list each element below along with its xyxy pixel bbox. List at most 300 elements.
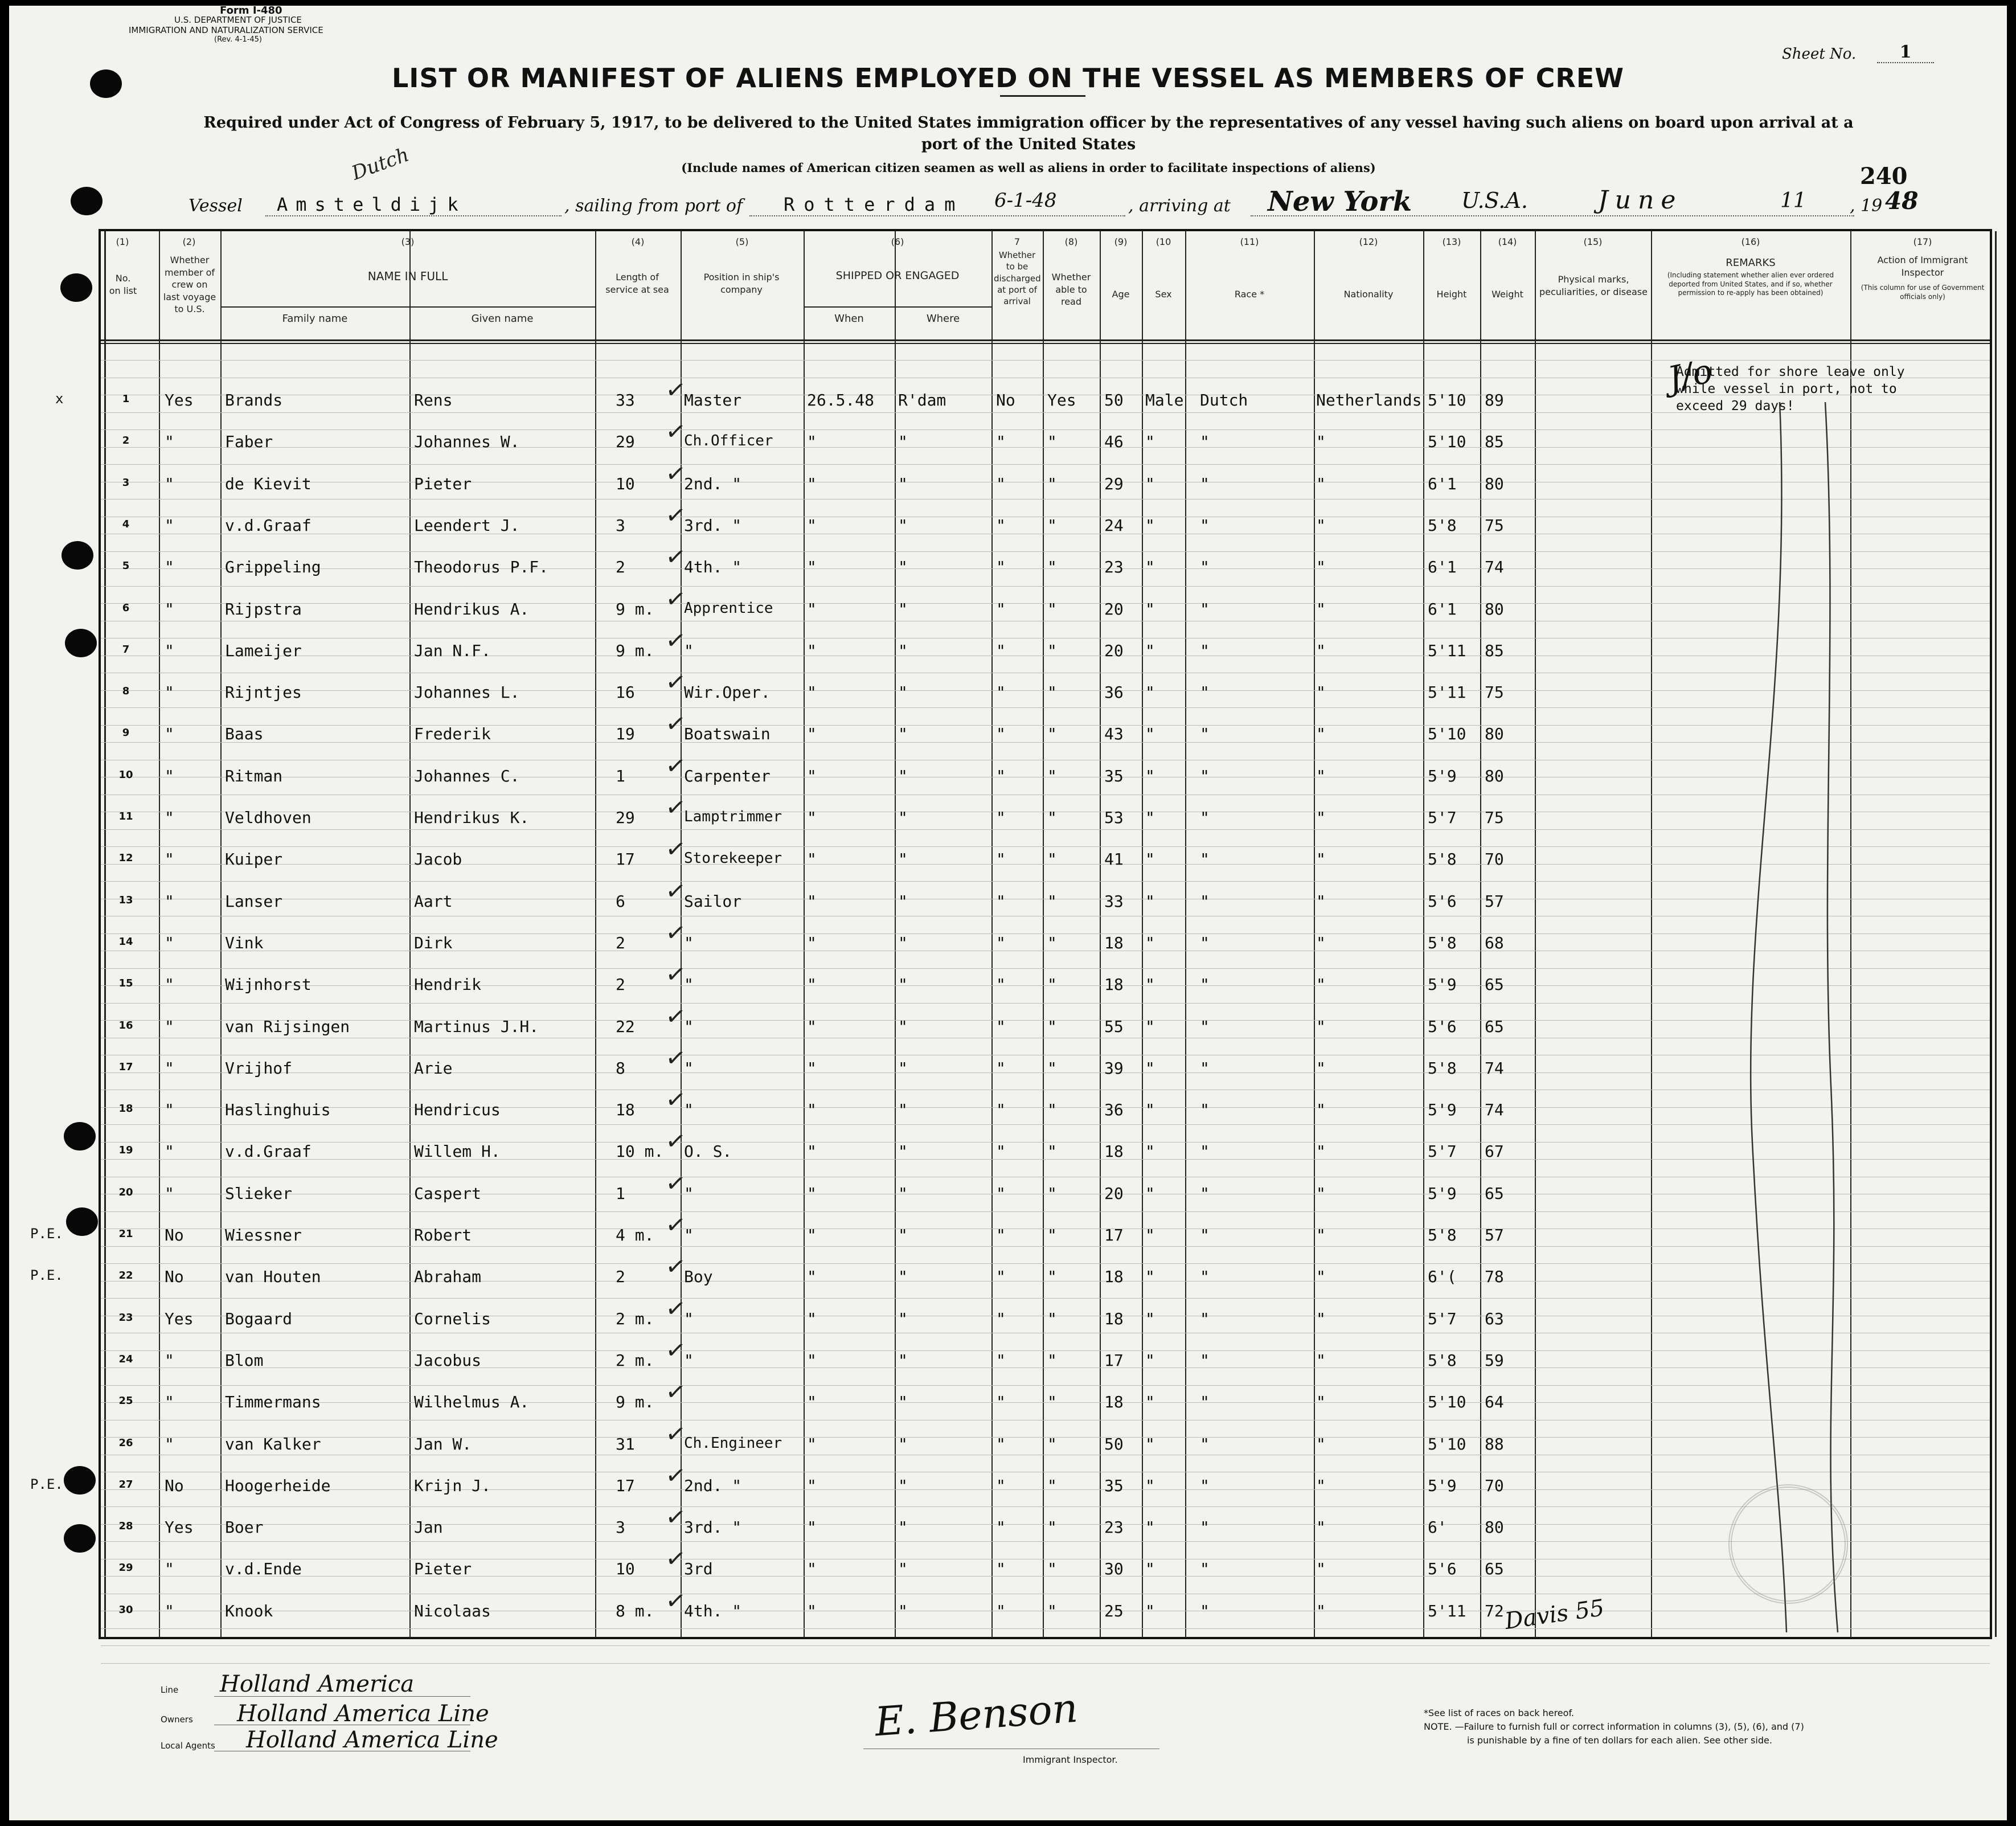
crew-race: ": [1200, 599, 1210, 619]
crew-height: 6'1: [1428, 599, 1457, 619]
crew-race: ": [1200, 891, 1210, 911]
crew-sex: ": [1145, 1226, 1155, 1244]
crew-age: 35: [1104, 1476, 1124, 1495]
crew-service: 1: [616, 766, 625, 785]
crew-when: ": [807, 474, 817, 493]
crew-read: Yes: [1047, 391, 1076, 410]
crew-age: 23: [1104, 1518, 1124, 1537]
crew-given: Jan N.F.: [414, 641, 491, 660]
crew-read: ": [1047, 1100, 1057, 1120]
crew-age: 50: [1104, 391, 1124, 410]
checkmark-icon: ✓: [663, 1376, 688, 1407]
crew-service: 19: [616, 724, 635, 744]
crew-no: 3: [122, 476, 130, 489]
crew-family: Hoogerheide: [225, 1476, 331, 1495]
crew-sex: ": [1145, 1518, 1155, 1537]
crew-read: ": [1047, 808, 1057, 827]
crew-age: 29: [1104, 474, 1124, 493]
crew-race: ": [1200, 1100, 1210, 1120]
crew-nat: ": [1316, 1309, 1326, 1328]
crew-disch: ": [996, 1559, 1006, 1579]
crew-family: Knook: [225, 1601, 273, 1620]
crew-race: ": [1200, 558, 1210, 577]
crew-no: 1: [122, 393, 130, 405]
crew-position: ": [684, 1184, 694, 1203]
crew-position: Carpenter: [684, 766, 771, 785]
col16-note: (Including statement whether alien ever ordered deported from United States, and if so, whether permission to re-apply has been obtained): [1667, 271, 1834, 297]
crew-where: ": [898, 1601, 908, 1620]
crew-nat: ": [1316, 1350, 1326, 1370]
crew-family: van Kalker: [225, 1434, 321, 1454]
crew-last: ": [165, 1601, 174, 1620]
penalty-note-cont: is punishable by a fine of ten dollars for each alien. See other side.: [1467, 1735, 1772, 1746]
crew-sex: ": [1145, 599, 1155, 619]
crew-last: No: [165, 1226, 184, 1244]
crew-height: 5'6: [1428, 1559, 1457, 1579]
crew-height: 5'10: [1428, 391, 1466, 410]
crew-position: 3rd: [684, 1559, 713, 1579]
crew-read: ": [1047, 1309, 1057, 1328]
crew-when: ": [807, 766, 817, 785]
crew-when: 26.5.48: [807, 391, 875, 410]
crew-disch: ": [996, 933, 1006, 952]
crew-nat: ": [1316, 1476, 1326, 1495]
crew-when: ": [807, 808, 817, 827]
crew-weight: 80: [1485, 1518, 1504, 1537]
crew-age: 18: [1104, 975, 1124, 994]
arrival-month: June: [1598, 186, 1683, 215]
crew-family: de Kievit: [225, 474, 312, 493]
crew-when: ": [807, 1309, 817, 1328]
crew-nat: ": [1316, 1559, 1326, 1579]
crew-last: ": [165, 1350, 174, 1370]
crew-last: ": [165, 1559, 174, 1579]
col17-num: (17): [1913, 236, 1932, 247]
col6-when-header: When: [834, 313, 864, 325]
crew-service: 17: [616, 1476, 635, 1495]
crew-where: ": [898, 1559, 908, 1579]
crew-when: ": [807, 1559, 817, 1579]
crew-service: 6: [616, 891, 625, 911]
checkmark-icon: ✓: [663, 1293, 688, 1324]
crew-when: ": [807, 1601, 817, 1620]
col7-num: 7: [1014, 236, 1021, 247]
crew-position: 4th. ": [684, 558, 742, 577]
crew-weight: 65: [1485, 975, 1504, 994]
agents-label: Local Agents: [161, 1741, 215, 1751]
crew-family: van Houten: [225, 1267, 321, 1287]
crew-no: 22: [118, 1270, 133, 1282]
crew-service: 29: [616, 432, 635, 452]
crew-race: ": [1200, 1184, 1210, 1203]
crew-family: v.d.Graaf: [225, 1142, 312, 1161]
crew-age: 36: [1104, 683, 1124, 702]
crew-last: Yes: [165, 1518, 194, 1537]
col4-num: (4): [631, 236, 645, 247]
crew-given: Abraham: [414, 1267, 482, 1287]
crew-position: Master: [684, 391, 742, 410]
crew-no: 4: [122, 518, 130, 530]
crew-where: ": [898, 1058, 908, 1078]
crew-nat: ": [1316, 891, 1326, 911]
crew-disch: ": [996, 1142, 1006, 1161]
crew-race: ": [1200, 641, 1210, 660]
crew-position: 4th. ": [684, 1601, 742, 1620]
crew-service: 8: [616, 1058, 625, 1078]
crew-position: ": [684, 975, 694, 994]
punch-hole: [64, 1524, 96, 1553]
crew-last: ": [165, 808, 174, 827]
remarks-signature: Davis 55: [1503, 1595, 1606, 1635]
revision: (Rev. 4-1-45): [214, 35, 263, 44]
crew-read: ": [1047, 432, 1057, 452]
crew-disch: ": [996, 1184, 1006, 1203]
punch-hole: [64, 1122, 96, 1151]
crew-given: Hendrikus K.: [414, 808, 530, 827]
crew-sex: ": [1145, 1267, 1155, 1287]
crew-where: ": [898, 1309, 908, 1328]
crew-no: 6: [122, 601, 130, 614]
crew-disch: ": [996, 1350, 1006, 1370]
crew-sex: ": [1145, 1434, 1155, 1454]
checkmark-icon: ✓: [663, 834, 688, 865]
crew-age: 46: [1104, 432, 1124, 452]
crew-family: Faber: [225, 432, 273, 452]
crew-where: ": [898, 432, 908, 452]
owners-label: Owners: [161, 1714, 193, 1725]
crew-position: Boatswain: [684, 724, 771, 744]
inspector-label: Immigrant Inspector.: [1023, 1754, 1118, 1765]
crew-where: ": [898, 1476, 908, 1495]
crew-read: ": [1047, 1017, 1057, 1036]
crew-weight: 80: [1485, 599, 1504, 619]
department: U.S. DEPARTMENT OF JUSTICE: [174, 15, 302, 25]
col6-num: (6): [891, 236, 904, 247]
col7-header: Whether to be discharged at port of arrival: [994, 250, 1041, 306]
official-stamp: [1728, 1484, 1848, 1604]
crew-when: ": [807, 641, 817, 660]
col1-num: (1): [116, 236, 129, 247]
crew-age: 18: [1104, 1267, 1124, 1287]
crew-service: 4 m.: [616, 1226, 654, 1244]
crew-where: ": [898, 1393, 908, 1412]
crew-age: 50: [1104, 1434, 1124, 1454]
crew-position: ": [684, 1100, 694, 1120]
crew-disch: ": [996, 558, 1006, 577]
crew-given: Hendricus: [414, 1100, 501, 1120]
crew-where: R'dam: [898, 391, 946, 410]
crew-nat: ": [1316, 558, 1326, 577]
crew-family: Slieker: [225, 1184, 293, 1203]
crew-race: ": [1200, 850, 1210, 869]
crew-sex: ": [1145, 975, 1155, 994]
crew-nat: ": [1316, 1601, 1326, 1620]
crew-nat: ": [1316, 1226, 1326, 1244]
checkmark-icon: ✓: [663, 750, 688, 781]
crew-when: ": [807, 1476, 817, 1495]
crew-when: ": [807, 1434, 817, 1454]
crew-race: ": [1200, 1601, 1210, 1620]
vessel-name: Amsteldijk: [277, 194, 466, 215]
crew-disch: ": [996, 1017, 1006, 1036]
crew-age: 20: [1104, 1184, 1124, 1203]
crew-weight: 65: [1485, 1184, 1504, 1203]
crew-when: ": [807, 933, 817, 952]
crew-position: Storekeeper: [684, 850, 782, 867]
crew-height: 5'10: [1428, 1393, 1466, 1412]
crew-given: Caspert: [414, 1184, 482, 1203]
col3-num: (3): [401, 236, 415, 247]
crew-read: ": [1047, 1226, 1057, 1244]
crew-no: 23: [118, 1311, 133, 1324]
crew-no: 28: [118, 1520, 133, 1533]
col13-num: (13): [1442, 236, 1461, 247]
crew-weight: 75: [1485, 683, 1504, 702]
crew-sex: ": [1145, 1017, 1155, 1036]
crew-nat: ": [1316, 515, 1326, 535]
crew-position: Apprentice: [684, 599, 773, 617]
crew-service: 16: [616, 683, 635, 702]
crew-no: 17: [118, 1061, 133, 1073]
crew-weight: 68: [1485, 933, 1504, 952]
crew-family: Brands: [225, 391, 283, 410]
crew-when: ": [807, 1017, 817, 1036]
crew-height: 6'1: [1428, 558, 1457, 577]
crew-position: Ch.Officer: [684, 432, 773, 450]
crew-when: ": [807, 724, 817, 744]
crew-given: Rens: [414, 391, 453, 410]
crew-family: Grippeling: [225, 558, 321, 577]
crew-weight: 65: [1485, 1559, 1504, 1579]
crew-weight: 85: [1485, 432, 1504, 452]
crew-age: 30: [1104, 1559, 1124, 1579]
crew-last: ": [165, 1184, 174, 1203]
crew-race: ": [1200, 1309, 1210, 1328]
crew-family: Wijnhorst: [225, 975, 312, 994]
crew-nat: ": [1316, 1518, 1326, 1537]
crew-height: 5'10: [1428, 432, 1466, 452]
crew-no: 8: [122, 685, 130, 698]
crew-weight: 72: [1485, 1601, 1504, 1620]
crew-given: Dirk: [414, 933, 453, 952]
crew-race: ": [1200, 1393, 1210, 1412]
crew-sex: ": [1145, 1350, 1155, 1370]
crew-race: ": [1200, 1267, 1210, 1287]
sailing-label: , sailing from port of: [564, 196, 743, 216]
crew-race: ": [1200, 515, 1210, 535]
crew-last: ": [165, 933, 174, 952]
crew-given: Johannes L.: [414, 683, 520, 702]
checkmark-icon: ✓: [663, 1418, 688, 1449]
crew-family: Lameijer: [225, 641, 302, 660]
crew-no: 15: [118, 977, 133, 990]
col11-num: (11): [1240, 236, 1259, 247]
crew-read: ": [1047, 1184, 1057, 1203]
remarks-bracket-line: [1650, 402, 1855, 1638]
crew-family: Timmermans: [225, 1393, 321, 1412]
crew-given: Theodorus P.F.: [414, 558, 549, 577]
crew-family: Kuiper: [225, 850, 283, 869]
crew-height: 5'9: [1428, 1100, 1457, 1120]
crew-weight: 70: [1485, 850, 1504, 869]
crew-disch: ": [996, 766, 1006, 785]
crew-no: 5: [122, 560, 130, 572]
crew-height: 6': [1428, 1518, 1447, 1537]
crew-last: ": [165, 975, 174, 994]
crew-family: Ritman: [225, 766, 283, 785]
crew-disch: ": [996, 1226, 1006, 1244]
col16-num: (16): [1741, 236, 1760, 247]
punch-hole: [62, 541, 93, 570]
crew-race: ": [1200, 808, 1210, 827]
crew-no: 14: [118, 935, 133, 948]
crew-when: ": [807, 850, 817, 869]
crew-given: Jan: [414, 1518, 443, 1537]
crew-no: 21: [118, 1228, 133, 1240]
col1-header: No. on list: [109, 273, 137, 296]
col3-family-header: Family name: [282, 313, 348, 325]
crew-disch: ": [996, 724, 1006, 744]
checkmark-icon: ✓: [663, 875, 688, 906]
crew-family: Lanser: [225, 891, 283, 911]
crew-weight: 75: [1485, 808, 1504, 827]
crew-nat: ": [1316, 683, 1326, 702]
crew-weight: 57: [1485, 1226, 1504, 1244]
crew-disch: ": [996, 1267, 1006, 1287]
crew-family: van Rijsingen: [225, 1017, 350, 1036]
crew-position: 3rd. ": [684, 515, 742, 535]
crew-last: Yes: [165, 391, 194, 410]
crew-last: ": [165, 683, 174, 702]
crew-disch: ": [996, 975, 1006, 994]
crew-when: ": [807, 1142, 817, 1161]
crew-sex: ": [1145, 724, 1155, 744]
vessel-label: Vessel: [189, 196, 243, 216]
crew-where: ": [898, 1142, 908, 1161]
col2-num: (2): [182, 236, 196, 247]
row-margin-mark: x: [55, 391, 64, 407]
crew-nat: ": [1316, 1100, 1326, 1120]
remarks-initials: J/o: [1664, 351, 1716, 399]
crew-service: 18: [616, 1100, 635, 1120]
crew-last: ": [165, 724, 174, 744]
crew-read: ": [1047, 724, 1057, 744]
crew-no: 7: [122, 643, 130, 656]
crew-given: Martinus J.H.: [414, 1017, 539, 1036]
crew-nat: Netherlands: [1316, 391, 1422, 410]
arrival-country: U.S.A.: [1461, 188, 1528, 213]
crew-nat: ": [1316, 933, 1326, 952]
inspector-signature: E. Benson: [873, 1684, 1080, 1746]
crew-disch: ": [996, 1058, 1006, 1078]
crew-age: 18: [1104, 1309, 1124, 1328]
crew-service: 2 m.: [616, 1350, 654, 1370]
crew-nat: ": [1316, 1058, 1326, 1078]
crew-no: 10: [118, 768, 133, 781]
crew-weight: 63: [1485, 1309, 1504, 1328]
crew-no: 24: [118, 1353, 133, 1365]
crew-disch: ": [996, 1100, 1006, 1120]
col17-note: (This column for use of Government officials only): [1861, 284, 1985, 301]
crew-no: 19: [118, 1144, 133, 1157]
col11-header: Race *: [1234, 289, 1265, 300]
crew-weight: 70: [1485, 1476, 1504, 1495]
crew-sex: ": [1145, 808, 1155, 827]
crew-sex: ": [1145, 891, 1155, 911]
crew-service: 8 m.: [616, 1601, 654, 1620]
crew-disch: ": [996, 474, 1006, 493]
crew-age: 20: [1104, 641, 1124, 660]
crew-sex: ": [1145, 683, 1155, 702]
crew-sex: ": [1145, 474, 1155, 493]
crew-where: ": [898, 1434, 908, 1454]
crew-last: ": [165, 1434, 174, 1454]
crew-last: ": [165, 641, 174, 660]
crew-height: 5'8: [1428, 850, 1457, 869]
crew-weight: 88: [1485, 1434, 1504, 1454]
crew-race: Dutch: [1200, 391, 1248, 410]
checkmark-icon: ✓: [663, 1001, 688, 1031]
crew-where: ": [898, 933, 908, 952]
crew-weight: 64: [1485, 1393, 1504, 1412]
col17-header: Action of Immigrant Inspector: [1877, 255, 1968, 278]
crew-service: 2: [616, 1267, 625, 1287]
crew-height: 5'7: [1428, 1142, 1457, 1161]
crew-sex: ": [1145, 432, 1155, 452]
crew-where: ": [898, 850, 908, 869]
crew-disch: ": [996, 891, 1006, 911]
crew-nat: ": [1316, 975, 1326, 994]
checkmark-icon: ✓: [663, 374, 688, 406]
crew-read: ": [1047, 1058, 1057, 1078]
crew-when: ": [807, 1518, 817, 1537]
crew-where: ": [898, 515, 908, 535]
crew-when: ": [807, 683, 817, 702]
crew-no: 9: [122, 727, 130, 739]
col10-num: (10: [1155, 236, 1171, 247]
checkmark-icon: ✓: [663, 1251, 688, 1282]
departure-date: 6-1-48: [994, 189, 1057, 212]
crew-family: v.d.Graaf: [225, 515, 312, 535]
crew-race: ": [1200, 474, 1210, 493]
service-name: IMMIGRATION AND NATURALIZATION SERVICE: [129, 25, 323, 35]
crew-no: 20: [118, 1186, 133, 1198]
agents-value: Holland America Line: [246, 1727, 498, 1753]
crew-given: Pieter: [414, 474, 472, 493]
crew-given: Jacob: [414, 850, 462, 869]
crew-where: ": [898, 474, 908, 493]
crew-service: 2: [616, 933, 625, 952]
col5-header: Position in ship's company: [703, 272, 780, 295]
crew-where: ": [898, 683, 908, 702]
crew-last: ": [165, 1058, 174, 1078]
crew-weight: 74: [1485, 558, 1504, 577]
crew-weight: 59: [1485, 1350, 1504, 1370]
crew-age: 17: [1104, 1226, 1124, 1244]
crew-age: 36: [1104, 1100, 1124, 1120]
crew-when: ": [807, 558, 817, 577]
crew-no: 27: [118, 1478, 133, 1491]
crew-last: ": [165, 515, 174, 535]
crew-given: Nicolaas: [414, 1601, 491, 1620]
crew-sex: Male: [1145, 391, 1184, 410]
crew-no: 25: [118, 1395, 133, 1407]
crew-age: 18: [1104, 933, 1124, 952]
crew-read: ": [1047, 766, 1057, 785]
crew-when: ": [807, 1100, 817, 1120]
crew-weight: 75: [1485, 515, 1504, 535]
crew-height: 6'(: [1428, 1267, 1457, 1287]
